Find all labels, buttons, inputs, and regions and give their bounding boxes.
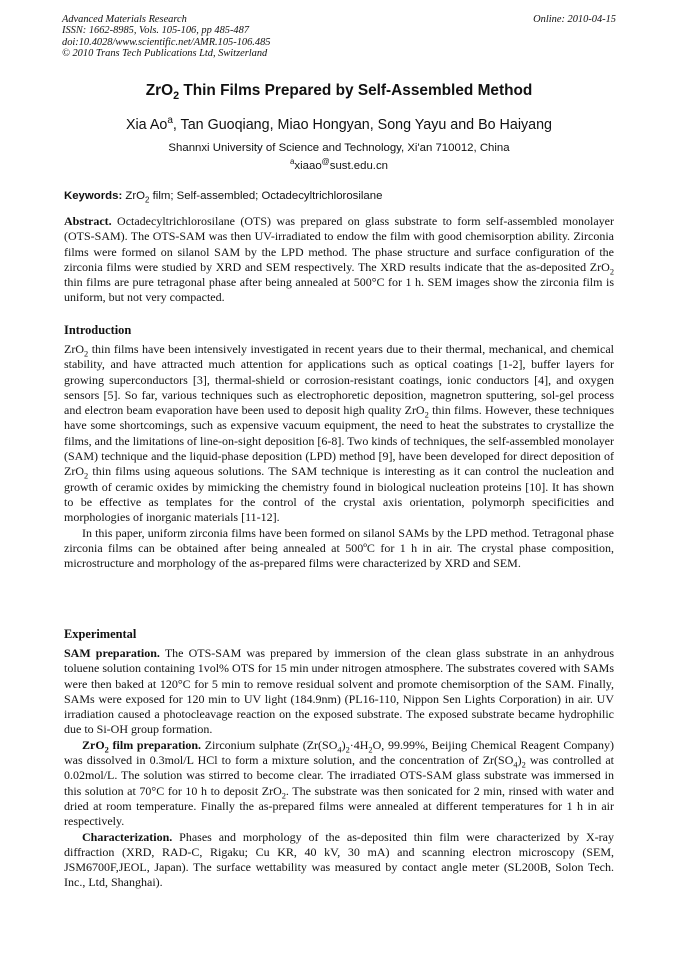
email-at: @ <box>321 157 330 167</box>
abstract-text-rest: thin films are pure tetragonal phase after being annealed at 500°C for 1 h. SEM images show the zirconia film is uniform, but not very compacted. <box>64 275 614 305</box>
email-superscript: a <box>289 157 295 167</box>
zro2-text: Zirconium sulphate (Zr(SO <box>201 737 338 752</box>
journal-name: Advanced Materials Research <box>62 14 187 25</box>
introduction-body <box>64 342 614 571</box>
zro2-text: ) <box>341 737 346 752</box>
intro-text: thin films using aqueous solutions. The SAM technique is interesting as it can control the nucleation and growth of ceramic oxides by mimicking the chemistry found in biological nucleation proteins [10]. It has shown to be effective as templates for the control of the crystal axis orientation, polymorph specificities and morphologies of inorganic materials [11-12]. <box>64 464 614 525</box>
zro2-text: O, 99.99%, Beijing Chemical Reagent Company) was dissolved in 0.3mol/L HCl to form a mixture solution, and the concentration of Zr(SO <box>64 737 614 768</box>
doi-line: doi:10.4028/www.scientific.net/AMR.105-106.485 <box>62 36 271 48</box>
characterization-paragraph <box>64 830 614 891</box>
characterization-text: Phases and morphology of the as-deposited thin film were characterized by X-ray diffraction (XRD, RAD-C, Rigaku; Cu KR, 40 kV, 30 mA) and scanning electron microscopy (SEM, JSM6700F,JEOL, Japan). The surface wettability was measured by contact angle meter (SL200B, Solon Tech. Inc., Ltd, Shanghai). <box>64 829 614 890</box>
intro-text: thin films. However, these techniques have some shortcomings, such as expensive vacuum equipment, the need to heat the substrates to crystallize the films, and the limitations of line-on-sight deposition [6-8]. Two kinds of techniques, the self-assembled monolayer (SAM) technique and the liquid-phase deposition (LPD) method [9], have been developed for direct deposition of ZrO <box>64 403 614 479</box>
abstract <box>64 214 614 306</box>
introduction-heading: Introduction <box>64 323 132 337</box>
sam-text: The OTS-SAM was prepared by immersion of the clean glass substrate in an anhydrous toluene solution containing 1vol% OTS for 15 min under nitrogen atmosphere. The substrates covered with SAMs were then baked at 120°C for 5 min to remove residual solvent and promote chemisorption of the SAM. Finally, SAMs were exposed for 120 min to UV light (184.9nm) (PL16-110, Nippon Sen Lights Corporation) in air. UV irradiation caused a photocleavage reaction on the exposed substrate. The exposed substrate became hydrophilic due to Si-OH group formation. <box>64 646 614 737</box>
intro-text: ZrO <box>64 342 84 356</box>
keywords-subscript: 2 <box>145 195 150 205</box>
email-local: xiaao <box>294 160 322 172</box>
sam-label: SAM preparation. <box>64 646 160 660</box>
abstract-subscript: 2 <box>609 267 614 277</box>
copyright-line: © 2010 Trans Tech Publications Ltd, Switzerland <box>62 48 268 60</box>
keywords-text: ZrO <box>122 190 146 202</box>
zro2-label-subscript: 2 <box>104 745 109 755</box>
issn-line: ISSN: 1662-8985, Vols. 105-106, pp 485-487 <box>62 25 250 37</box>
zro2-paragraph <box>64 738 614 830</box>
zro2-subscript: 2 <box>281 791 286 801</box>
affiliation: Shannxi University of Science and Technology, Xi'an 710012, China <box>168 142 510 154</box>
zro2-text: . The substrate was then sonicated for 2 min, rinsed with water and dried at room temperature. Finally the as-prepared films were annealed at different temperatures for 1 h in air respectively. <box>64 783 614 829</box>
intro-subscript: 2 <box>84 349 89 359</box>
title-text-rest: Thin Films Prepared by Self-Assembled Method <box>179 82 533 99</box>
author-email <box>0 157 678 172</box>
zro2-label-rest: film preparation. <box>108 737 202 752</box>
zro2-label-text: ZrO <box>82 737 105 752</box>
characterization-label: Characterization. <box>82 829 173 844</box>
sam-paragraph <box>64 646 614 738</box>
experimental-heading: Experimental <box>64 627 137 641</box>
zro2-text: ) <box>517 753 522 768</box>
intro-subscript: 2 <box>84 471 89 481</box>
intro-subscript: 2 <box>424 410 429 420</box>
zro2-text: ·4H <box>349 737 369 752</box>
intro-paragraph-1 <box>64 342 614 526</box>
paper-title <box>0 82 678 103</box>
zro2-label <box>82 737 202 755</box>
email-domain: sust.edu.cn <box>329 160 389 172</box>
zro2-subscript: 4 <box>337 745 342 755</box>
zro2-subscript: 2 <box>345 745 350 755</box>
abstract-label: Abstract. <box>64 214 112 228</box>
online-date: Online: 2010-04-15 <box>533 14 616 25</box>
zro2-subscript: 4 <box>513 760 518 770</box>
author-superscript: a <box>167 115 173 127</box>
keywords-text-rest: film; Self-assembled; Octadecyltrichlorosilane <box>149 190 383 202</box>
title-subscript: 2 <box>173 90 180 103</box>
other-authors: , Tan Guoqiang, Miao Hongyan, Song Yayu and Bo Haiyang <box>172 117 553 133</box>
zro2-text: was controlled at 0.02mol/L. The solution was stirred to become clear. The irradiated OTS-SAM glass substrate was immersed in this solution at 70°C for 10 h to deposit ZrO <box>64 753 614 798</box>
experimental-body <box>64 646 614 891</box>
abstract-text: Octadecyltrichlorosilane (OTS) was prepared on glass substrate to form self-assembled monolayer (OTS-SAM). The OTS-SAM was then UV-irradiated to endow the film with good chemisorption ability. Zirconia films were formed on silanol SAM by the LPD method. The phase structure and surface configuration of the zirconia films were studied by XRD and SEM respectively. The XRD results indicate that the as-deposited ZrO <box>64 214 614 274</box>
keywords <box>64 190 383 205</box>
journal-header <box>62 14 616 60</box>
author-list <box>0 117 678 133</box>
intro-text: thin films have been intensively investigated in recent years due to their thermal, mechanical, and chemical stability, and have attracted much attention for applications such as optical coatings [1-2], buffer layers for growing superconductors [3], thermal-shield or corrosion-resistant coatings, ionic conductors [4], and oxygen sensors [5]. So far, various techniques such as electrophoretic deposition, magnetron sputtering, sol-gel process and electron beam evaporation have been used to deposit high quality ZrO <box>64 342 614 418</box>
zro2-subscript: 2 <box>521 760 526 770</box>
keywords-label: Keywords: <box>64 190 123 202</box>
intro-paragraph-2: In this paper, uniform zirconia films have been formed on silanol SAMs by the LPD method. Tetragonal phase zirconia films can be obtained after being annealed at 500ºC for 1 h in air. The crystal phase composition, microstructure and morphology of the as-prepared films were characterized by XRD and SEM. <box>64 525 614 571</box>
title-text: ZrO <box>145 82 174 99</box>
first-author: Xia Ao <box>125 117 168 133</box>
zro2-subscript: 2 <box>368 745 373 755</box>
